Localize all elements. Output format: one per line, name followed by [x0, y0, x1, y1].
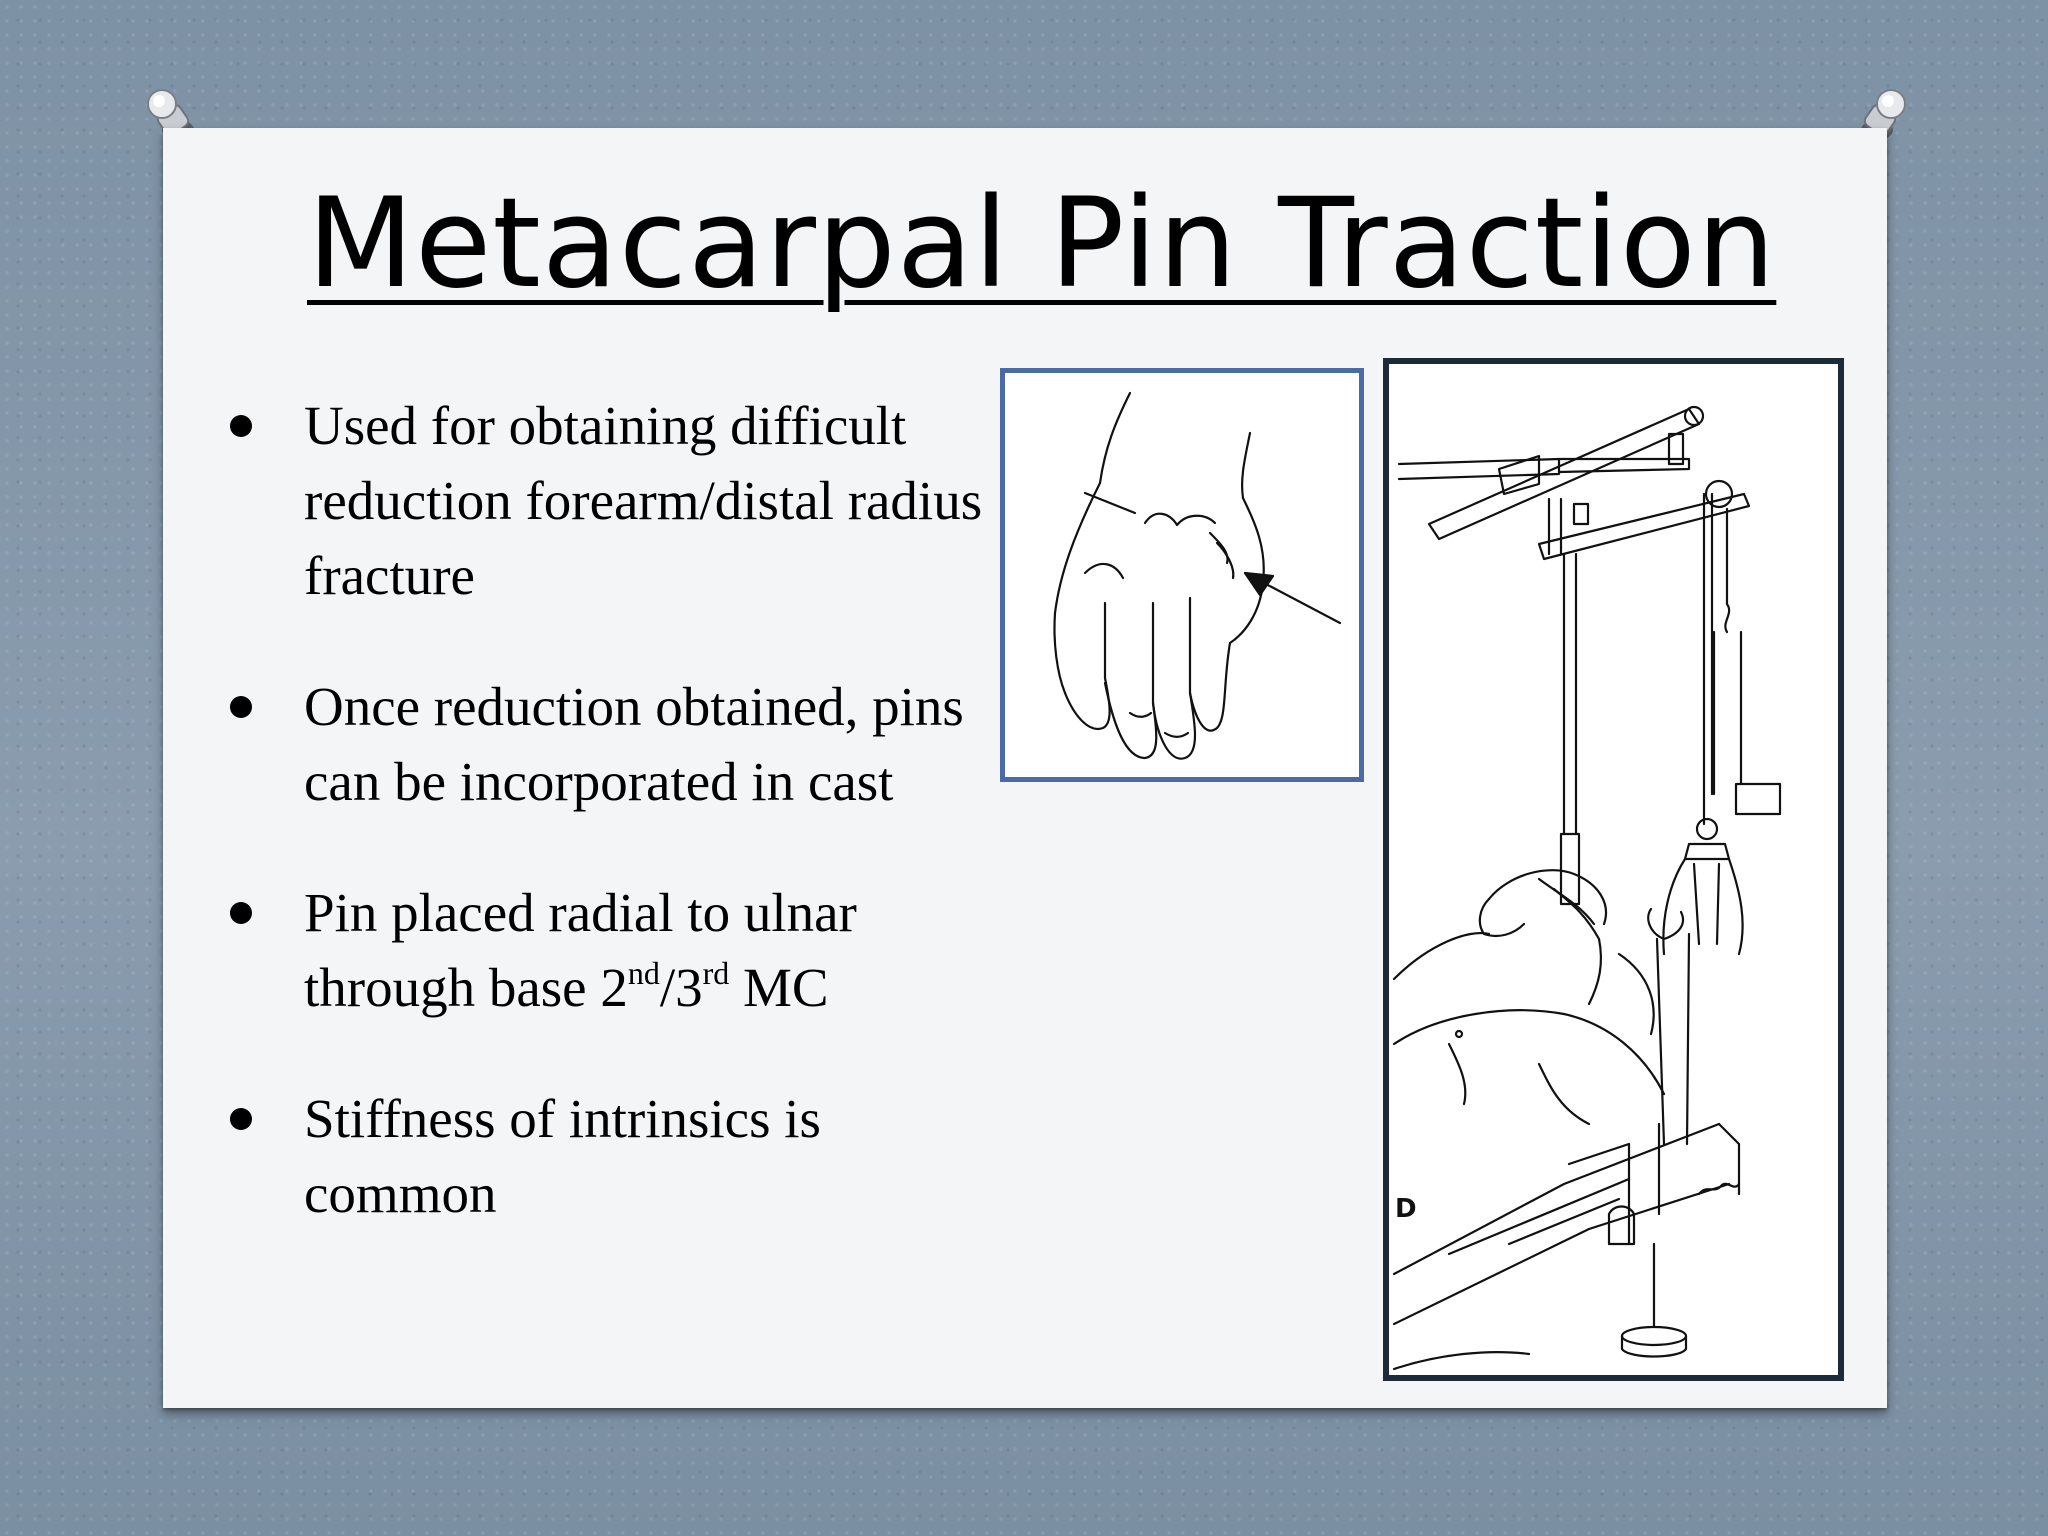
bullet-item: [226, 669, 1006, 819]
hand-illustration: [1000, 368, 1364, 782]
bullet-text: Stiffness of intrinsics is common: [304, 1088, 821, 1224]
bullet-text-part: Pin placed radial to ulnar through base 2: [304, 882, 857, 1018]
figure-panel-label: D: [1395, 1194, 1417, 1224]
bullet-icon: [230, 902, 252, 924]
bullet-item: [226, 1081, 1006, 1231]
bullet-text-part: MC: [729, 957, 829, 1018]
bullet-list: [226, 388, 1006, 1287]
bullet-text: [304, 882, 857, 1018]
ordinal-superscript: nd: [627, 955, 660, 991]
ordinal-superscript: rd: [702, 955, 730, 991]
bullet-text: Used for obtaining difficult reduction forearm/distal radius fracture: [304, 395, 983, 606]
slide-title: Metacarpal Pin Traction: [307, 172, 1777, 316]
bullet-text-part: /3: [659, 957, 703, 1018]
bullet-item: [226, 388, 1006, 613]
bullet-text: Once reduction obtained, pins can be incorporated in cast: [304, 676, 964, 812]
bullet-item: [226, 875, 1006, 1025]
traction-illustration: [1383, 358, 1844, 1381]
bullet-icon: [230, 415, 252, 437]
bullet-icon: [230, 696, 252, 718]
bullet-icon: [230, 1108, 252, 1130]
